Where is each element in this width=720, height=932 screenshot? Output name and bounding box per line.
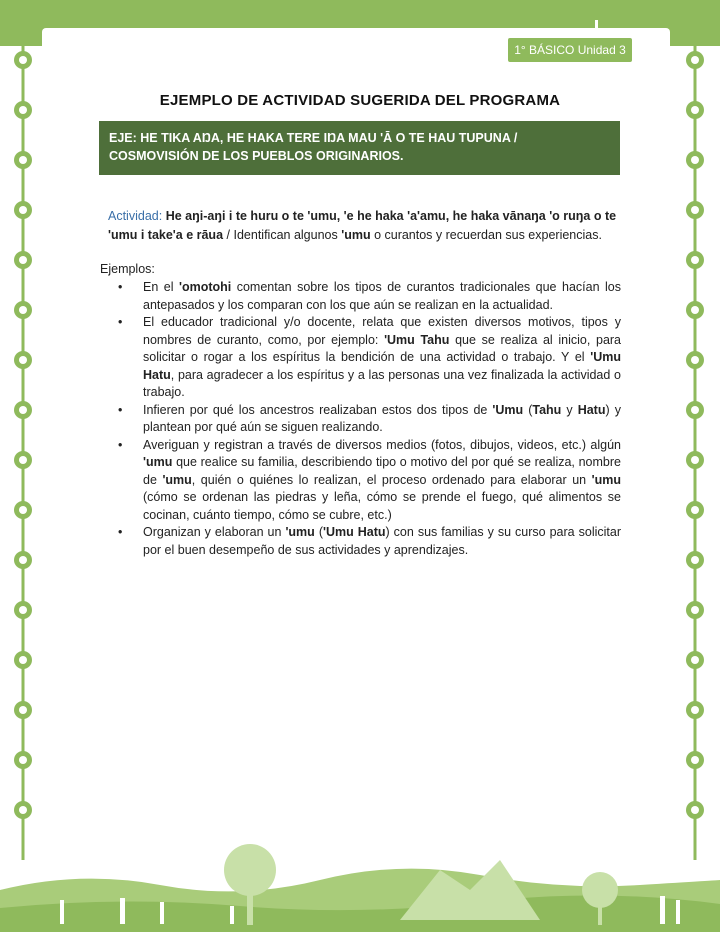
item-term: 'umu	[143, 455, 173, 469]
item-text: El educador tradicional y/o docente, relata que existen diversos motivos, tipos y nombres de curanto, como, por ejemplo:	[143, 315, 621, 347]
list-item	[100, 524, 621, 559]
item-text: (	[528, 402, 533, 417]
item-text: ) y plantean por qué aún se siguen realizando.	[143, 402, 621, 434]
item-text: Organizan y elaboran un	[143, 525, 282, 539]
activity-separator: /	[226, 228, 230, 242]
item-text: ) con sus familias y su curso para solicitar por el buen desempeño de sus actividades y aprendizajes.	[143, 525, 621, 557]
activity-umu-term: 'umu	[341, 228, 371, 242]
item-text: (cómo se ordenan las piedras y leña, cómo se prende el fuego, qué alimentos se cocinan, cuánto tiempo, cómo se cubre, etc.)	[143, 490, 621, 522]
bullet-icon: •	[118, 315, 123, 329]
eje-banner: EJE: HE TIKA AŊA, HE HAKA TERE IŊA MAU 'Ā O TE HAU TUPUNA / COSMOVISIÓN DE LOS PUEBLOS ORIGINARIOS.	[99, 121, 620, 175]
item-text: , para agradecer a los espíritus y a las personas una vez finalizada la actividad o trabajo.	[143, 367, 621, 399]
activity-paragraph	[108, 207, 618, 245]
item-term: 'omotohi	[178, 280, 232, 294]
tab-notch	[595, 20, 598, 38]
item-term: 'Umu Hatu	[322, 525, 386, 539]
item-text: y	[566, 402, 573, 417]
item-term: 'umu	[285, 525, 315, 539]
item-term: 'Umu Tahu	[384, 332, 450, 347]
item-term: 'Umu Hatu	[143, 350, 621, 382]
right-ornament-border	[682, 30, 708, 860]
item-term: 'umu	[162, 472, 192, 487]
item-term: 'Umu	[492, 402, 524, 417]
list-item	[100, 279, 621, 314]
activity-text-a: Identifican algunos	[233, 228, 338, 242]
item-term: Hatu	[577, 402, 606, 417]
list-item	[100, 314, 621, 402]
bullet-icon: •	[118, 402, 123, 417]
item-text: (	[318, 525, 323, 539]
bullet-icon: •	[118, 280, 123, 294]
examples-label: Ejemplos:	[100, 262, 155, 276]
page-title: EJEMPLO DE ACTIVIDAD SUGERIDA DEL PROGRAMA	[159, 92, 561, 109]
bullet-icon: •	[118, 525, 123, 539]
activity-text-b: o curantos y recuerdan sus experiencias.	[374, 228, 602, 242]
item-text: Averiguan y registran a través de diversos medios (fotos, dibujos, videos, etc.) algún	[143, 437, 621, 452]
item-term: 'umu	[591, 472, 621, 487]
item-text: comentan sobre los tipos de curantos tradicionales que hacían los antepasados y los comparan con los que aún se realizan en la actualidad.	[143, 280, 621, 312]
item-term: Tahu	[532, 402, 562, 417]
list-item	[100, 402, 621, 437]
bullet-icon: •	[118, 437, 123, 452]
list-item	[100, 437, 621, 525]
item-text: que realice su familia, describiendo tipo o motivo del por qué se realiza, nombre de	[143, 455, 621, 487]
activity-label: Actividad:	[108, 209, 163, 223]
activity-rapanui-title: He aŋi-aŋi i te huru o te 'umu, 'e he haka 'a'amu, he haka vānaŋa 'o ruŋa o te 'umu i take'a e rāua	[108, 209, 617, 242]
unit-badge: 1° BÁSICO Unidad 3	[508, 38, 632, 62]
landscape-silhouette-illustration	[0, 830, 720, 932]
left-ornament-border	[10, 30, 36, 860]
examples-list	[100, 279, 621, 559]
item-text: , quién o quiénes lo realizan, el proceso ordenado para elaborar un	[191, 472, 587, 487]
item-text: que se realiza al inicio, para solicitar o rogar a los espíritus la bendición de una actividad o trabajo. Y el	[143, 332, 622, 364]
item-text: En el	[143, 280, 174, 294]
item-text: Infieren por qué los ancestros realizaban estos dos tipos de	[143, 402, 488, 417]
